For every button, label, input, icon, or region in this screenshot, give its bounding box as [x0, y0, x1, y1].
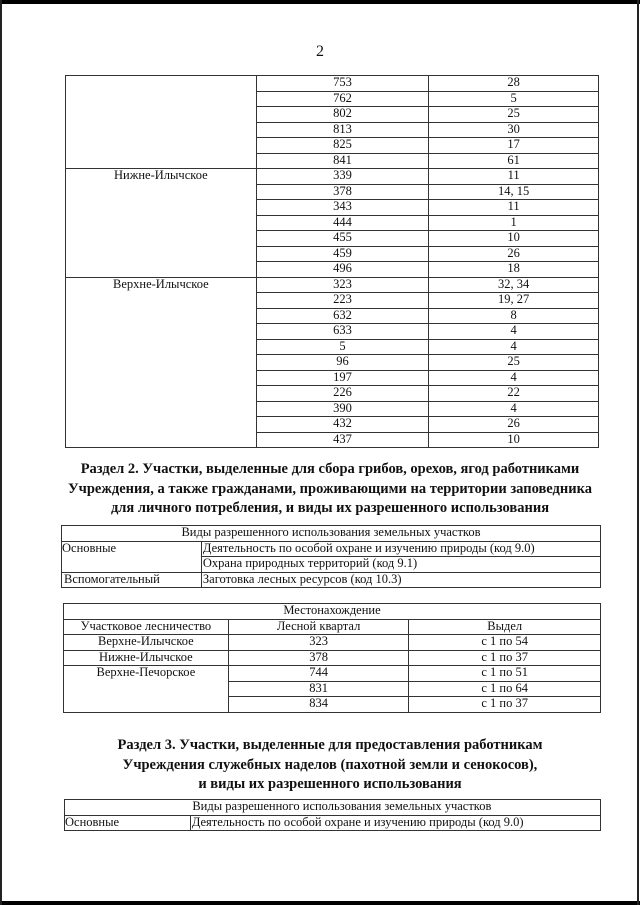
quarter-cell: 223 [256, 293, 429, 309]
plot-cell: с 1 по 37 [409, 697, 601, 713]
heading-line: и виды их разрешенного использования [198, 776, 462, 792]
plot-cell: 8 [429, 308, 599, 324]
quarter-cell: 841 [256, 153, 429, 169]
plot-cell: 26 [429, 246, 599, 262]
plot-cell: 17 [429, 138, 599, 154]
plot-cell: 10 [429, 432, 599, 448]
heading-line: Учреждения, а также гражданами, проживающими на территории заповедника [68, 480, 592, 497]
plot-cell: 61 [429, 153, 599, 169]
uses-table-header: Виды разрешенного использования земельных участков [62, 526, 601, 542]
quarter-cell: 825 [256, 138, 429, 154]
quarter-cell: 339 [256, 169, 429, 185]
forestry-cell: Верхне-Печорское [64, 666, 229, 713]
table-row [66, 76, 599, 92]
quarter-cell: 390 [256, 401, 429, 417]
heading-line: для личного потребления, и виды их разрешенного использования [110, 500, 550, 516]
plot-cell: 10 [429, 231, 599, 247]
plot-cell: 11 [429, 169, 599, 185]
quarter-cell: 744 [228, 666, 409, 682]
quarter-cell: 378 [256, 184, 429, 200]
plot-cell: 4 [429, 339, 599, 355]
quarter-cell: 197 [256, 370, 429, 386]
uses-table-header: Виды разрешенного использования земельных участков [190, 800, 600, 816]
plot-cell: 1 [429, 215, 599, 231]
quarter-cell: 753 [256, 76, 429, 92]
scan-edge-right [637, 0, 639, 905]
quarter-cell: 632 [256, 308, 429, 324]
scan-edge-left [0, 0, 2, 905]
page-number: 2 [316, 43, 324, 60]
column-header-plot: Выдел [409, 619, 601, 635]
plot-cell: 26 [429, 417, 599, 433]
quarter-cell: 455 [256, 231, 429, 247]
forestry-cell: Верхне-Илычское [66, 277, 257, 448]
main-use-item: Деятельность по особой охране и изучению природы (код 9.0) [201, 541, 600, 557]
section-3-heading [60, 736, 600, 795]
plot-cell: 22 [429, 386, 599, 402]
quarter-cell: 432 [256, 417, 429, 433]
section-2-uses-table [61, 525, 601, 588]
plot-cell: 4 [429, 370, 599, 386]
forestry-cell: Нижне-Илычское [66, 169, 257, 278]
plot-cell: 14, 15 [429, 184, 599, 200]
plot-cell: 32, 34 [429, 277, 599, 293]
quarter-cell: 378 [228, 650, 409, 666]
forestry-cell [66, 76, 257, 169]
plot-cell: 4 [429, 324, 599, 340]
empty-cell [65, 800, 191, 816]
forestry-cell: Верхне-Илычское [64, 635, 229, 651]
quarter-cell: 802 [256, 107, 429, 123]
main-uses-label: Основные [62, 541, 202, 572]
main-use-item: Деятельность по особой охране и изучению природы (код 9.0) [190, 815, 600, 831]
quarter-cell: 323 [256, 277, 429, 293]
quarter-cell: 343 [256, 200, 429, 216]
quarter-cell: 496 [256, 262, 429, 278]
quarter-cell: 96 [256, 355, 429, 371]
column-header-forestry: Участковое лесничество [64, 619, 229, 635]
quarter-cell: 459 [256, 246, 429, 262]
plot-cell: 11 [429, 200, 599, 216]
quarter-cell: 323 [228, 635, 409, 651]
scan-edge-top [0, 0, 640, 4]
aux-use-item: Заготовка лесных ресурсов (код 10.3) [201, 572, 600, 588]
quarter-cell: 813 [256, 122, 429, 138]
main-use-item: Охрана природных территорий (код 9.1) [201, 557, 600, 573]
section-2-heading [60, 460, 600, 519]
heading-line: Учреждения служебных наделов (пахотной земли и сенокосов), [122, 756, 538, 773]
quarter-cell: 762 [256, 91, 429, 107]
location-header: Местонахождение [64, 604, 601, 620]
heading-line: Раздел 2. Участки, выделенные для сбора грибов, орехов, ягод работниками [80, 461, 580, 477]
plot-cell: 18 [429, 262, 599, 278]
main-uses-label: Основные [65, 815, 191, 831]
quarter-cell: 444 [256, 215, 429, 231]
forestry-cell: Нижне-Илычское [64, 650, 229, 666]
section-3-uses-table [64, 799, 601, 831]
plot-cell: 4 [429, 401, 599, 417]
plot-cell: с 1 по 54 [409, 635, 601, 651]
quarter-cell: 834 [228, 697, 409, 713]
plot-cell: 5 [429, 91, 599, 107]
plot-cell: 30 [429, 122, 599, 138]
plot-cell: 19, 27 [429, 293, 599, 309]
scan-edge-bottom [0, 901, 640, 905]
quarter-cell: 5 [256, 339, 429, 355]
forest-plots-table [65, 75, 599, 448]
plot-cell: 28 [429, 76, 599, 92]
aux-uses-label: Вспомогательный [62, 572, 202, 588]
plot-cell: с 1 по 37 [409, 650, 601, 666]
column-header-quarter: Лесной квартал [228, 619, 409, 635]
plot-cell: 25 [429, 107, 599, 123]
quarter-cell: 633 [256, 324, 429, 340]
plot-cell: с 1 по 64 [409, 681, 601, 697]
plot-cell: 25 [429, 355, 599, 371]
quarter-cell: 226 [256, 386, 429, 402]
quarter-cell: 437 [256, 432, 429, 448]
quarter-cell: 831 [228, 681, 409, 697]
heading-line: Раздел 3. Участки, выделенные для предоставления работникам [117, 737, 543, 753]
table-row [66, 277, 599, 293]
section-2-location-table [63, 603, 601, 713]
table-row [66, 169, 599, 185]
plot-cell: с 1 по 51 [409, 666, 601, 682]
